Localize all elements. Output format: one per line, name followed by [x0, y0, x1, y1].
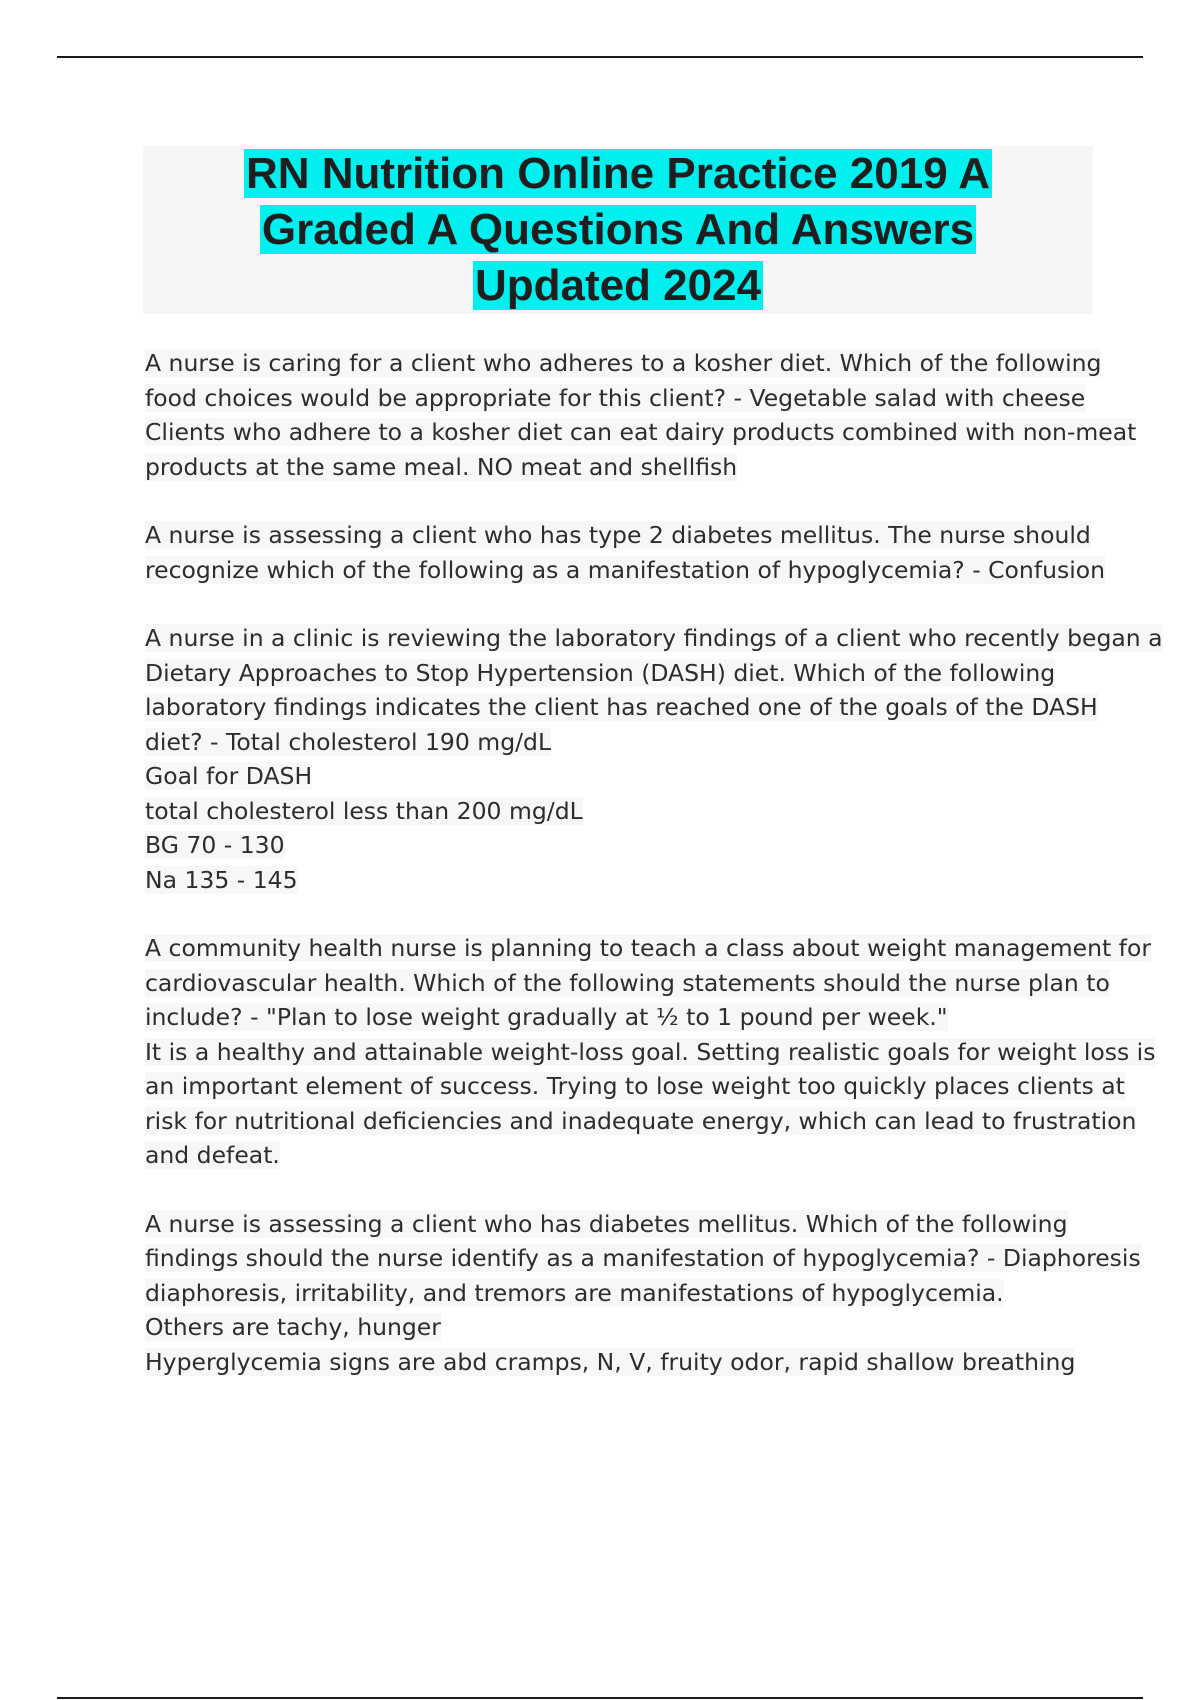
- text-line: A nurse is caring for a client who adheres to a kosher diet. Which of the following: [145, 349, 1102, 377]
- text-line: BG 70 - 130: [145, 831, 285, 859]
- title-line: Updated 2024: [474, 261, 762, 310]
- text-line: A community health nurse is planning to teach a class about weight management for: [145, 934, 1151, 962]
- document-body: [145, 346, 1163, 1413]
- question-block: [145, 1207, 1141, 1380]
- text-line: products at the same meal. NO meat and shellfish: [145, 452, 738, 481]
- text-line: Na 135 - 145: [145, 865, 298, 894]
- text-line: findings should the nurse identify as a manifestation of hypoglycemia? - Diaphoresis: [145, 1244, 1141, 1272]
- text-line: A nurse is assessing a client who has type 2 diabetes mellitus. The nurse should: [145, 521, 1091, 549]
- question-block: [145, 621, 1163, 897]
- text-line: risk for nutritional deficiencies and inadequate energy, which can lead to frustration: [145, 1106, 1137, 1135]
- text-line: Goal for DASH: [145, 762, 313, 790]
- document-title: [143, 146, 1093, 314]
- question-block: [145, 931, 1156, 1173]
- text-line: diaphoresis, irritability, and tremors are manifestations of hypoglycemia.: [145, 1278, 1004, 1307]
- text-line: Dietary Approaches to Stop Hypertension (DASH) diet. Which of the following: [145, 658, 1056, 687]
- text-line: food choices would be appropriate for this client? - Vegetable salad with cheese: [145, 383, 1086, 412]
- text-line: A nurse is assessing a client who has diabetes mellitus. Which of the following: [145, 1209, 1068, 1238]
- text-line: diet? - Total cholesterol 190 mg/dL: [145, 727, 552, 756]
- text-line: recognize which of the following as a manifestation of hypoglycemia? - Confusion: [145, 555, 1106, 584]
- text-line: and defeat.: [145, 1141, 280, 1169]
- top-rule: [57, 56, 1143, 58]
- title-line: Graded A Questions And Answers: [261, 205, 975, 254]
- text-line: an important element of success. Trying to lose weight too quickly places clients at: [145, 1072, 1125, 1100]
- text-line: A nurse in a clinic is reviewing the laboratory findings of a client who recently began a: [145, 624, 1163, 652]
- question-block: [145, 518, 1106, 587]
- title-line: RN Nutrition Online Practice 2019 A: [245, 149, 991, 198]
- text-line: Others are tachy, hunger: [145, 1313, 441, 1341]
- title-box: [143, 146, 1093, 314]
- bottom-rule: [57, 1697, 1143, 1699]
- question-block: [145, 346, 1137, 484]
- text-line: It is a healthy and attainable weight-loss goal. Setting realistic goals for weight loss is: [145, 1037, 1156, 1066]
- text-line: cardiovascular health. Which of the following statements should the nurse plan to: [145, 968, 1110, 997]
- text-line: Hyperglycemia signs are abd cramps, N, V, fruity odor, rapid shallow breathing: [145, 1347, 1076, 1376]
- text-line: include? - "Plan to lose weight gradually at ½ to 1 pound per week.": [145, 1003, 948, 1031]
- text-line: laboratory findings indicates the client has reached one of the goals of the DASH: [145, 693, 1098, 721]
- text-line: total cholesterol less than 200 mg/dL: [145, 796, 583, 825]
- text-line: Clients who adhere to a kosher diet can eat dairy products combined with non-meat: [145, 418, 1137, 446]
